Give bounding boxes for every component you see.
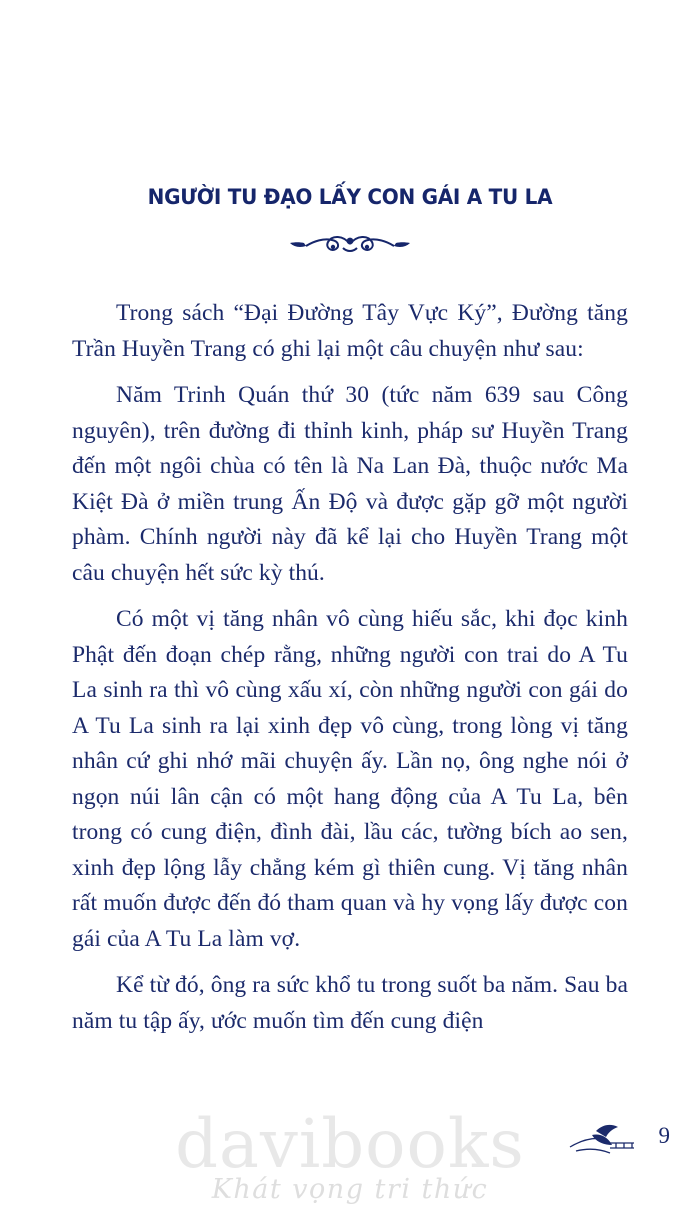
- paragraph: Năm Trinh Quán thứ 30 (tức năm 639 sau Công nguyên), trên đường đi thỉnh kinh, pháp sư Huyền Trang đến một ngôi chùa có tên là Na Lan Đà, thuộc nước Ma Kiệt Đà ở miền trung Ấn Độ và được gặp gỡ một người phàm. Chính người này đã kể lại cho Huyền Trang một câu chuyện hết sức kỳ thú.: [72, 382, 628, 586]
- watermark-title: davibooks: [175, 1105, 525, 1183]
- paragraph: Trong sách “Đại Đường Tây Vực Ký”, Đường tăng Trần Huyền Trang có ghi lại một câu chuyện như sau:: [72, 300, 628, 362]
- body-text: [72, 296, 628, 1039]
- paragraph: Kể từ đó, ông ra sức khổ tu trong suốt ba năm. Sau ba năm tu tập ấy, ước muốn tìm đến cung điện: [72, 972, 628, 1034]
- watermark-subtitle: Khát vọng tri thức: [211, 1174, 489, 1205]
- page-title: NGƯỜI TU ĐẠO LẤY CON GÁI A TU LA: [147, 185, 553, 210]
- paragraph: Có một vị tăng nhân vô cùng hiếu sắc, khi đọc kinh Phật đến đoạn chép rằng, những người con trai do A Tu La sinh ra thì vô cùng xấu xí, còn những người con gái do A Tu La sinh ra lại xinh đẹp vô cùng, trong lòng vị tăng nhân cứ ghi nhớ mãi chuyện ấy. Lần nọ, ông nghe nói ở ngọn núi lân cận có một hang động của A Tu La, bên trong có cung điện, đình đài, lầu các, tường bích ao sen, xinh đẹp lộng lẫy chẳng kém gì thiên cung. Vị tăng nhân rất muốn được đến đó tham quan và hy vọng lấy được con gái của A Tu La làm vợ.: [72, 606, 628, 952]
- page-footer-flourish-icon: [566, 1117, 638, 1157]
- floral-divider-ornament: [72, 228, 628, 258]
- page-number: 9: [658, 1123, 670, 1148]
- page-content: [72, 0, 628, 1223]
